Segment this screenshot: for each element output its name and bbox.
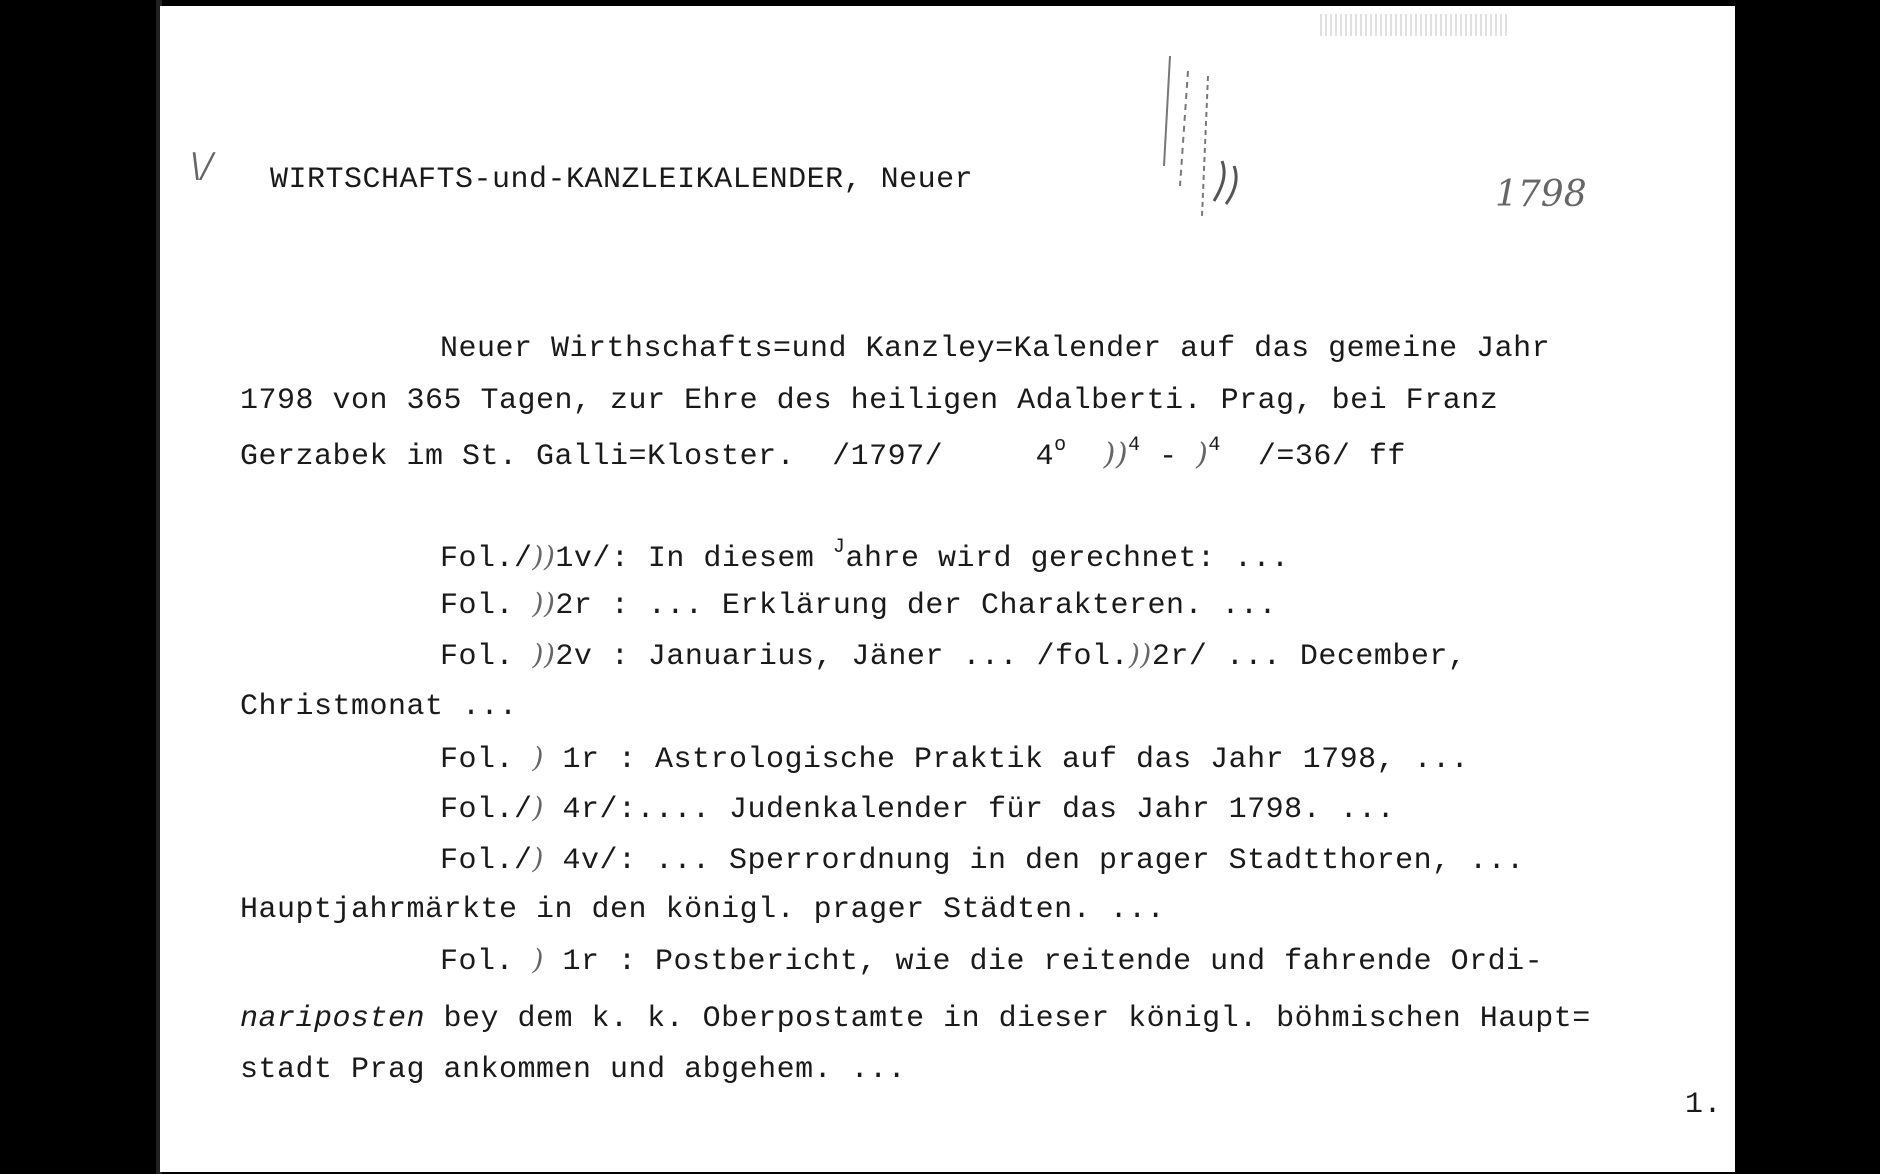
entry-2: Fol. ))2r : ... Erklärung der Charakteren. ... — [440, 587, 1277, 623]
handwritten-signature-2: ) — [1196, 437, 1209, 472]
entry-7-continuation-1: nariposten bey dem k. k. Oberpostamte in dieser königl. böhmischen Haupt= — [240, 1002, 1591, 1036]
handwritten-year: 1798 — [1495, 174, 1587, 215]
card-heading: WIRTSCHAFTS-und-KANZLEIKALENDER, Neuer — [270, 163, 974, 197]
handwritten-folio-mark: )) — [532, 587, 556, 620]
handwritten-folio-mark: )) — [1128, 638, 1152, 671]
entry-3: Fol. ))2v : Januarius, Jäner ... /fol.))2r/ ... December, — [440, 638, 1467, 674]
description-line-1: Neuer Wirthschafts=und Kanzley=Kalender auf das gemeine Jahr — [440, 332, 1551, 366]
entry-6-continuation: Hauptjahrmärkte in den königl. prager Städten. ... — [240, 893, 1166, 927]
handwritten-signature-1: )) — [1103, 437, 1129, 472]
entry-7-continuation-2: stadt Prag ankommen und abgehem. ... — [240, 1053, 907, 1087]
entry-7: Fol. ) 1r : Postbericht, wie die reitende und fahrende Ordi- — [440, 943, 1544, 979]
handwritten-check-mark: \/ — [190, 146, 213, 186]
scan-noise — [1320, 14, 1510, 36]
entry-5: Fol./) 4r/:.... Judenkalender für das Jahr 1798. ... — [440, 791, 1396, 827]
handwritten-folio-mark: ) — [532, 842, 544, 875]
entry-4: Fol. ) 1r : Astrologische Praktik auf das Jahr 1798, ... — [440, 741, 1470, 777]
entry-3-continuation: Christmonat ... — [240, 690, 518, 724]
page-number: 1. — [1685, 1088, 1723, 1122]
description-line-3: Gerzabek im St. Galli=Kloster. /1797/ 4$^o$ ))$^4$ - )$^4$ /=36/ ff — [240, 434, 1406, 474]
description-line-2: 1798 von 365 Tagen, zur Ehre des heiligen Adalberti. Prag, bei Franz — [240, 384, 1499, 418]
handwritten-folio-mark: )) — [532, 540, 556, 573]
handwritten-folio-mark: )) — [532, 638, 556, 671]
handwritten-correction: J — [832, 536, 846, 559]
handwritten-folio-mark: ) — [532, 791, 544, 824]
handwritten-folio-mark: ) — [532, 943, 544, 976]
entry-1: Fol./))1v/: In diesem $^J$ahre wird gerechnet: ... — [440, 536, 1290, 576]
handwritten-folio-mark: ) — [532, 741, 544, 774]
entry-6: Fol./) 4v/: ... Sperrordnung in den prager Stadtthoren, ... — [440, 842, 1525, 878]
catalog-card — [160, 6, 1735, 1172]
handwritten-scribble — [1150, 16, 1280, 226]
